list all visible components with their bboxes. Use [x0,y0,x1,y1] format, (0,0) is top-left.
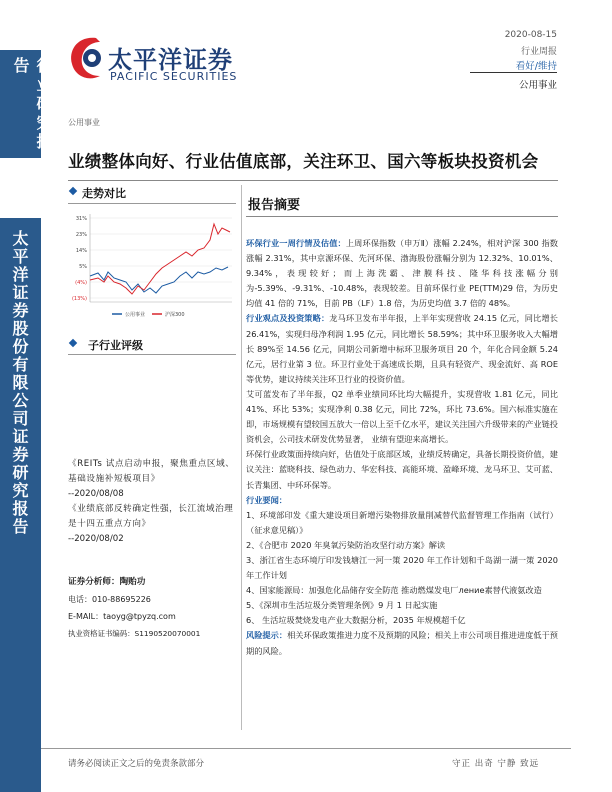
summary-lead-strategy: 行业观点及投资策略： [246,313,330,324]
ytick-label: 5% [79,264,87,270]
sidebar-top-label: 行业研究报告 [11,57,53,152]
rating-rule [68,354,236,355]
ytick-label: 23% [75,232,87,238]
news-item: 6、 生活垃圾焚烧发电产业大数据分析，2035 年规模超千亿 [246,615,466,626]
ytick-label: 31% [75,216,87,222]
summary-policy-text: 环保行业政策面持续向好，估值处于底部区域，业绩反转确定，具备长期投资价值，建议关注：蓝晓科技、绿色动力、华宏科技、高能环境、盈峰环境、龙马环卫、艾可蓝、长青集团、中环环保等。 [246,449,558,490]
summary-aikelan-text: 艾可蓝发布了半年报，Q2 单季业绩同环比均大幅提升，实现营收 1.81 亿元，同比 41%、环比 53%；实现净利 0.38 亿元，同比 72%，环比 73.6%。国六标准实施在即，市场规模有望较国五放大一倍以上至千亿水平，建议关注国六升级带来的产业链投资机会，公司技术研发优势显著， 业绩有望迎来高增长。 [246,388,558,445]
summary-lead-news: 行业要闻： [246,494,287,505]
news-item: 1、环境部印发《重大建设项目新增污染物排放量削减替代监督管理工作指南（试行）（征求意见稿）》 [246,509,558,535]
summary-lead-risk: 风险提示： [246,630,288,641]
legend-sector: 公用事业 [125,312,146,318]
trend-chart [68,210,236,320]
series-hs300-line [90,224,230,294]
logo-english: PACIFIC SECURITIES [110,70,238,83]
analyst-cert: 执业资格证书编码：S1190520070001 [68,629,201,638]
legend-hs300: 沪深300 [165,312,185,318]
analyst-name: 证券分析师：陶贻功 [68,577,146,587]
footer-disclaimer: 请务必阅读正文之后的免责条款部分 [68,759,205,769]
analyst-email[interactable]: E-MAIL：taoyg@tpyzq.com [68,612,176,621]
summary-heading: 报告摘要 [248,198,301,213]
bullet-icon [69,187,77,195]
summary-body [246,236,558,659]
report-date: 2020-08-15 [504,30,557,40]
header-rule [470,72,557,73]
bullet-icon [69,339,77,347]
news-item: 3、浙江省生态环境厅印发钱塘江一河一策 2020 年工作计划和千岛湖一湖一策 2020 年工作计划 [246,554,558,581]
pacific-logo-icon [66,30,106,84]
breadcrumb: 公用事业 [68,118,100,127]
sector-label: 公用事业 [518,80,557,91]
news-item: 4、国家能源局：加强危化品储存安全防范 推动燃煤发电厂ление素替代液氨改造 [246,585,542,596]
ytick-label: (13%) [71,296,87,302]
summary-risk-text: 相关环保政策推进力度不及预期的风险；相关上市公司项目推进进度低于预期的风险。 [246,630,558,656]
related-item-2-title[interactable]: 《业绩底部反转确定性强，长江流域治理是十四五重点方向》 [68,504,234,529]
related-item-2-date: --2020/08/02 [68,534,124,544]
title-rule [68,180,558,181]
column-divider [241,185,242,730]
sidebar-top-band [0,50,53,158]
trend-heading: 走势对比 [82,187,126,200]
ytick-label: (4%) [75,280,87,286]
related-item-1-title[interactable]: 《REITs 试点启动申报，聚焦重点区域、基础设施补短板项目》 [68,459,235,484]
summary-lead-market: 环保行业一周行情及估值： [246,238,346,248]
news-item: 2、《合肥市 2020 年臭氧污染防治攻坚行动方案》解读 [246,539,446,550]
rating-heading: 子行业评级 [88,339,143,352]
footer-motto: 守正 出奇 宁静 致远 [452,759,540,769]
sidebar-bottom-label: 太平洋证券股份有限公司证券研究报告 [10,230,29,536]
logo-chinese: 太平洋证券 [108,46,233,74]
analyst-phone: 电话：010-88695226 [68,595,151,604]
related-item-1-date: --2020/08/08 [68,489,124,499]
ytick-label: 14% [75,248,87,254]
summary-strategy-text: 龙马环卫发布半年报，上半年实现营收 24.15 亿元，同比增长 26.41%，实现归母净利润 1.95 亿元，同比增长 58.59%；其中环卫服务收入大幅增长 89%至 14.56 亿元，同期公司新增中标环卫服务项目 20 个，年化合同金额 5.24 亿元，居行业第 3 位。环卫行业处于高速成长期，且具有轻资产、现金流好、高 ROE 等优势，建议持续关注环卫行业的投资价值。 [246,313,558,384]
related-reports [68,457,236,547]
footer-rule [41,748,571,749]
news-item: 5、《深圳市生活垃圾分类管理条例》9 月 1 日起实施 [246,600,438,611]
page-title: 业绩整体向好、行业估值底部，关注环卫、国六等板块投资机会 [68,152,539,171]
trend-rule [68,203,236,204]
summary-market-text: 上周环保指数（申万Ⅱ）涨幅 2.24%，相对沪深 300 指数涨幅 2.31%，其中京源环保、先河环保、渤海股份涨幅分别为 12.32%、10.01%、9.34%，表现较好；而上海洗霸、津膜科技、隆华科技涨幅分别为-5.39%、-9.31%、-10.48%，表现较差。目前环保行业 PE(TTM)29 倍，为历史均值 41 倍的 71%，目前 PB（LF）1.8 倍，为历史均值 3.7 倍的 48%。 [246,238,558,309]
analyst-block [68,574,236,642]
sidebar-bottom-band [0,218,41,792]
industry-rating: 看好/维持 [515,61,557,72]
report-type: 行业周报 [520,47,557,57]
summary-rule [246,216,558,217]
